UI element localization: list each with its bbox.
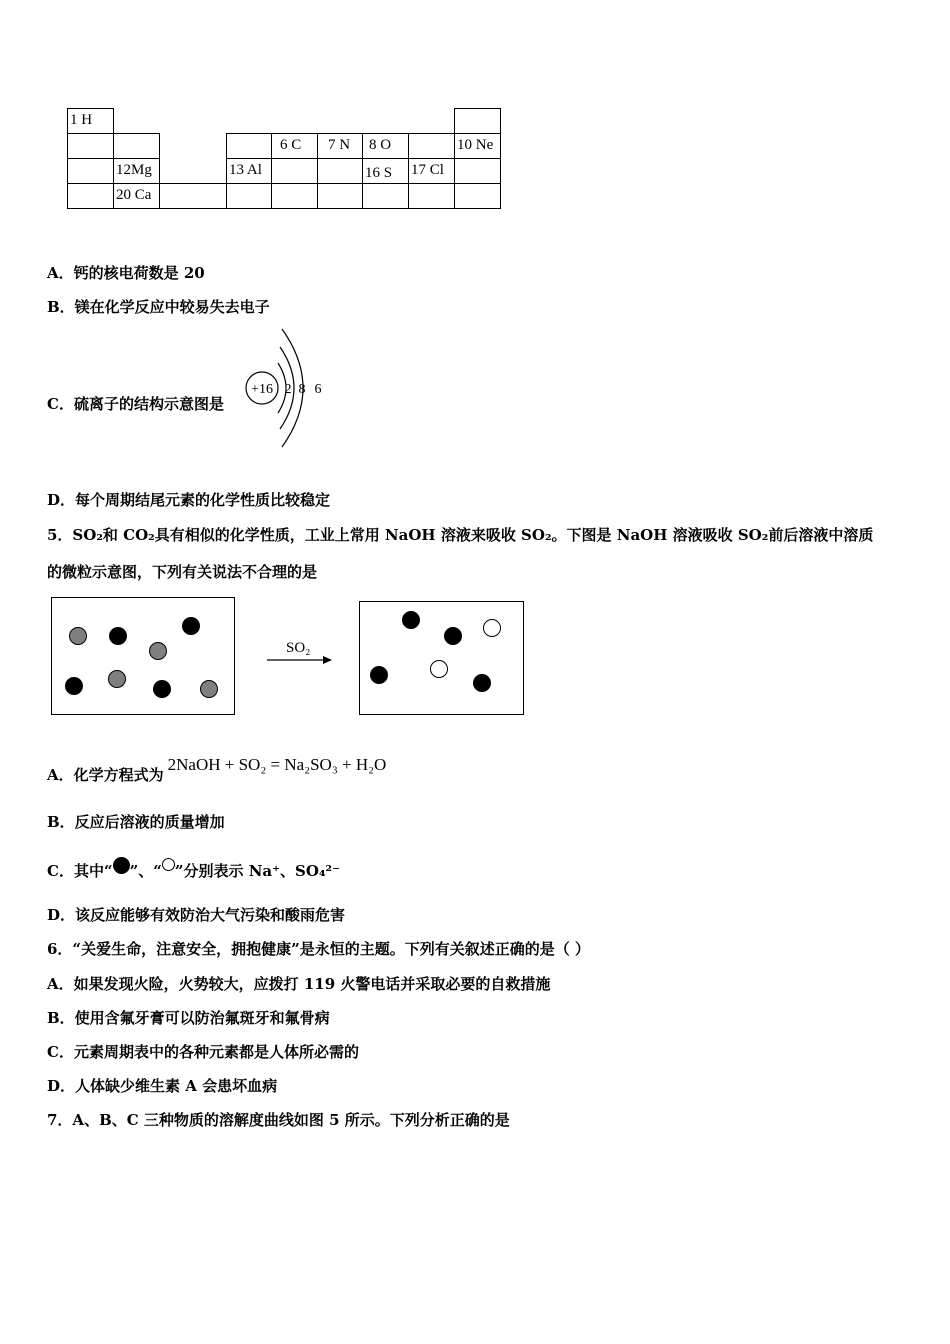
sulfur-atom-structure-diagram — [242, 325, 332, 450]
pt-cell-h — [67, 108, 114, 134]
q6-option-c: C．元素周期表中的各种元素都是人体所必需的 — [47, 1043, 359, 1061]
pt-cell-cl — [408, 158, 455, 184]
pt-cell-empty — [408, 183, 455, 209]
q5-stem-line2: 的微粒示意图，下列有关说法不合理的是 — [47, 563, 318, 581]
before-reaction-box — [51, 597, 235, 715]
pt-cell-ne — [454, 108, 501, 134]
pt-label-c: 6 C — [280, 137, 302, 153]
q5-option-a-label: A．化学方程式为 — [47, 766, 164, 784]
q5-option-d: D．该反应能够有效防治大气污染和酸雨危害 — [47, 906, 346, 924]
q5-option-c-pre: C．其中“ — [47, 862, 113, 880]
q5-option-c-post: ”分别表示 Na⁺、SO₄²⁻ — [174, 862, 340, 880]
pt-cell-empty — [67, 183, 114, 209]
particle-white — [430, 660, 448, 678]
pt-cell-empty — [454, 158, 501, 184]
pt-cell-empty — [113, 133, 160, 159]
q5-option-b: B．反应后溶液的质量增加 — [47, 813, 225, 831]
particle-gray — [108, 670, 126, 688]
q6-option-d: D．人体缺少维生素 A 会患坏血病 — [47, 1077, 278, 1095]
q5-option-a — [47, 755, 387, 785]
arrow-icon — [266, 640, 334, 670]
pt-cell-empty — [159, 183, 227, 209]
nucleus-charge: +16 — [251, 382, 273, 397]
pt-cell-s — [362, 158, 409, 184]
pt-label-ne: 10 Ne — [457, 137, 494, 153]
pt-cell-empty — [271, 158, 318, 184]
reaction-arrow — [266, 640, 334, 670]
q4-option-a: A．钙的核电荷数是 20 — [47, 264, 205, 282]
pt-cell-ne-label — [454, 133, 501, 159]
pt-cell-empty — [454, 183, 501, 209]
pt-cell-empty — [317, 158, 363, 184]
pt-label-o: 8 O — [369, 137, 392, 153]
pt-label-n: 7 N — [328, 137, 351, 153]
pt-cell-c — [271, 133, 318, 159]
pt-cell-n — [317, 133, 363, 159]
pt-cell-empty — [317, 183, 363, 209]
shell-electrons-3: 6 — [314, 382, 322, 397]
particle-black — [370, 666, 388, 684]
particle-black — [444, 627, 462, 645]
q4-option-d: D．每个周期结尾元素的化学性质比较稳定 — [47, 491, 331, 509]
pt-cell-empty — [362, 183, 409, 209]
pt-label-ca: 20 Ca — [116, 187, 152, 203]
pt-cell-o — [362, 133, 409, 159]
white-particle-icon — [162, 858, 175, 871]
pt-cell-ca — [113, 183, 160, 209]
particle-black — [473, 674, 491, 692]
q5-option-c-mid: ”、“ — [129, 862, 162, 880]
q6-stem: 6．“关爱生命，注意安全，拥抱健康”是永恒的主题。下列有关叙述正确的是（ ） — [47, 940, 590, 958]
q6-option-a: A．如果发现火险，火势较大，应拨打 119 火警电话并采取必要的自救措施 — [47, 975, 551, 993]
q5-option-c — [47, 857, 340, 881]
pt-cell-empty — [67, 133, 114, 159]
particle-gray — [200, 680, 218, 698]
particle-black — [153, 680, 171, 698]
particle-black — [182, 617, 200, 635]
after-reaction-box — [359, 601, 524, 715]
pt-label-s: 16 S — [365, 165, 393, 181]
pt-label-h: 1 H — [70, 112, 93, 128]
chemical-equation: 2NaOH + SO₂ = Na₂SO₃ + H₂O — [167, 755, 387, 774]
q4-option-c: C．硫离子的结构示意图是 — [47, 395, 224, 413]
pt-cell-al — [226, 158, 272, 184]
pt-cell-empty — [226, 183, 272, 209]
q5-stem-line1: 5．SO₂和 CO₂具有相似的化学性质，工业上常用 NaOH 溶液来吸收 SO₂。下图是 NaOH 溶液吸收 SO₂前后溶液中溶质 — [47, 526, 874, 544]
q6-option-b: B．使用含氟牙膏可以防治氟斑牙和氟骨病 — [47, 1009, 330, 1027]
pt-label-cl: 17 Cl — [411, 162, 444, 178]
pt-label-mg: 12Mg — [116, 162, 152, 178]
q7-stem: 7．A、B、C 三种物质的溶解度曲线如图 5 所示。下列分析正确的是 — [47, 1111, 510, 1129]
particle-black — [65, 677, 83, 695]
particle-gray — [69, 627, 87, 645]
particle-black — [402, 611, 420, 629]
particle-white — [483, 619, 501, 637]
pt-cell-empty — [67, 158, 114, 184]
arrow-label: SO₂ — [286, 640, 311, 656]
pt-cell-empty — [271, 183, 318, 209]
pt-cell-mg — [113, 158, 160, 184]
q4-option-b: B．镁在化学反应中较易失去电子 — [47, 298, 270, 316]
particle-gray — [149, 642, 167, 660]
particle-black — [109, 627, 127, 645]
black-particle-icon — [113, 857, 130, 874]
shell-electrons-2: 8 — [298, 382, 306, 397]
pt-label-al: 13 Al — [229, 162, 262, 178]
pt-cell-empty — [408, 133, 455, 159]
shell-electrons-1: 2 — [284, 382, 292, 397]
pt-cell-empty — [226, 133, 272, 159]
